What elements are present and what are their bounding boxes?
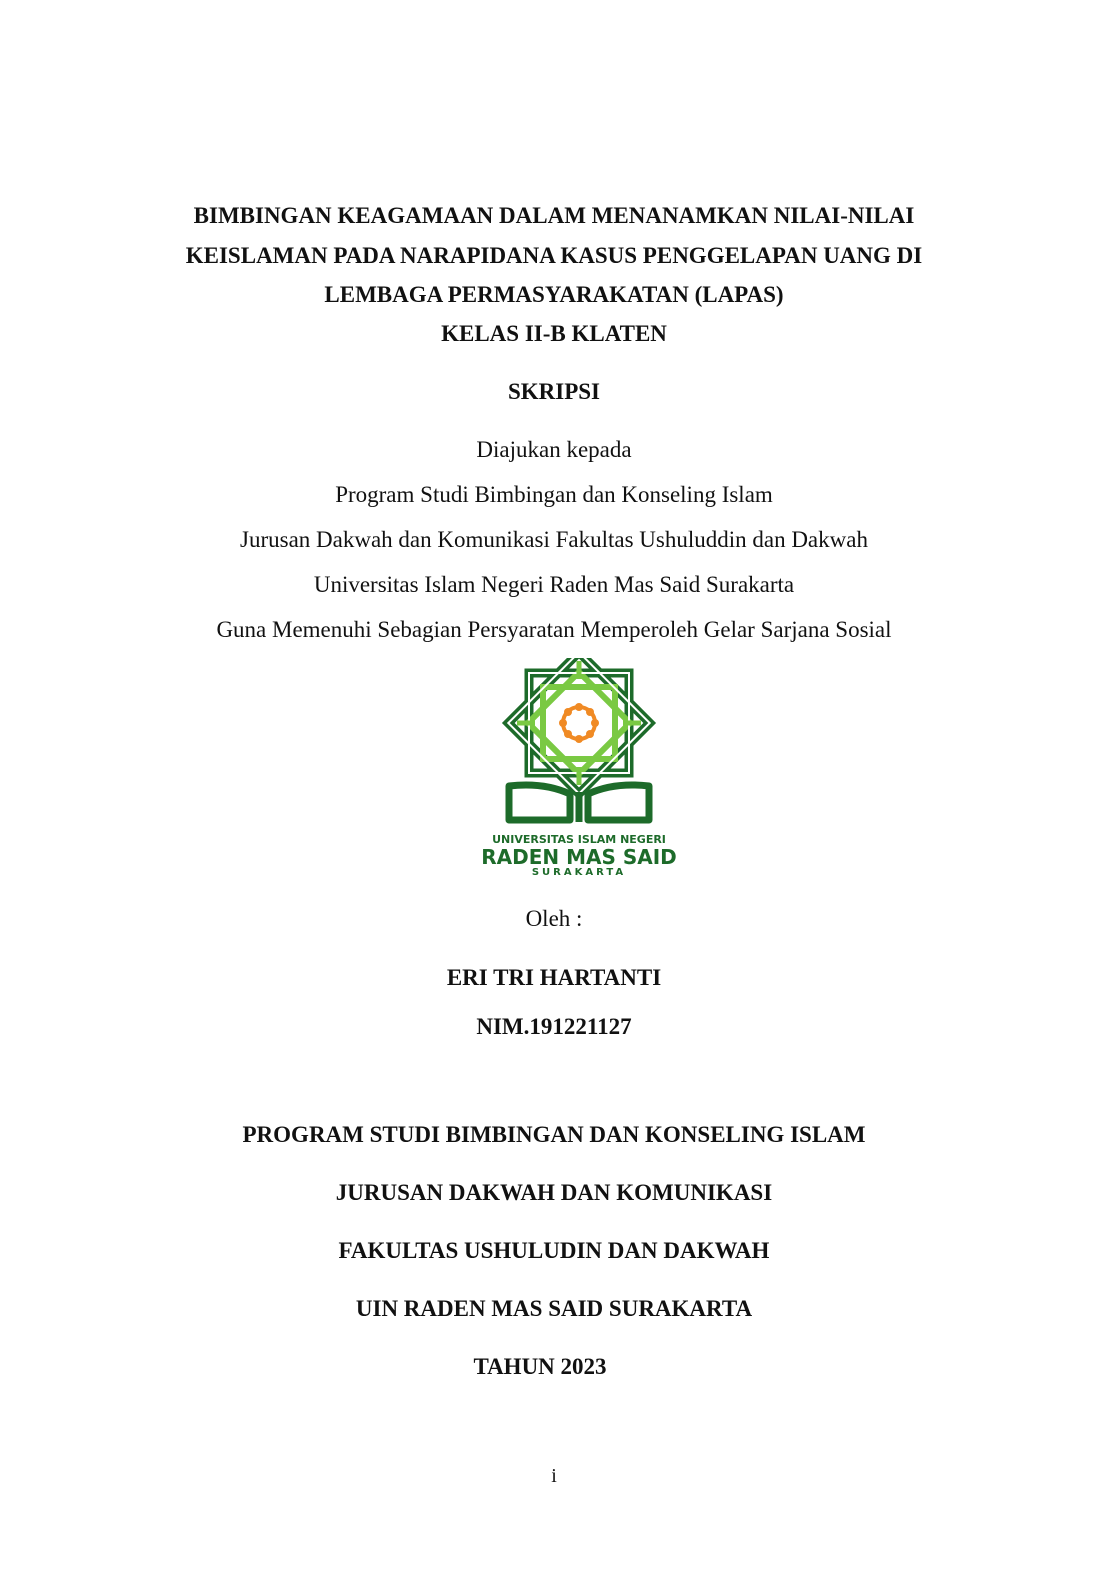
uin-raden-mas-said-logo-icon <box>474 658 684 828</box>
title-line-3: LEMBAGA PERMASYARAKATAN (LAPAS) <box>324 282 784 307</box>
submission-line-5: Guna Memenuhi Sebagian Persyaratan Memperoleh Gelar Sarjana Sosial <box>216 617 892 642</box>
submission-line-3: Jurusan Dakwah dan Komunikasi Fakultas Ushuluddin dan Dakwah <box>240 527 868 552</box>
title-line-1: BIMBINGAN KEAGAMAAN DALAM MENANAMKAN NILAI-NILAI <box>193 203 915 228</box>
institution-line-3: FAKULTAS USHULUDIN DAN DAKWAH <box>338 1238 770 1263</box>
university-logo <box>474 658 684 880</box>
submission-line-1: Diajukan kepada <box>476 437 632 462</box>
document-type: SKRIPSI <box>507 379 601 404</box>
title-line-4: KELAS II-B KLATEN <box>441 321 667 346</box>
logo-text-line-2: RADEN MAS SAID <box>481 845 677 869</box>
page-number: i <box>551 1465 557 1487</box>
institution-line-4: UIN RADEN MAS SAID SURAKARTA <box>355 1296 753 1321</box>
submission-line-2: Program Studi Bimbingan dan Konseling Islam <box>335 482 773 507</box>
submission-line-4: Universitas Islam Negeri Raden Mas Said Surakarta <box>313 572 795 597</box>
logo-text-line-3: SURAKARTA <box>531 867 627 878</box>
author-nim: NIM.191221127 <box>476 1014 632 1039</box>
logo-text-line-1: UNIVERSITAS ISLAM NEGERI <box>492 833 666 846</box>
institution-line-2: JURUSAN DAKWAH DAN KOMUNIKASI <box>335 1180 773 1205</box>
author-name: ERI TRI HARTANTI <box>446 965 662 990</box>
institution-line-1: PROGRAM STUDI BIMBINGAN DAN KONSELING ISLAM <box>242 1122 866 1147</box>
year: TAHUN 2023 <box>473 1354 607 1379</box>
by-label: Oleh : <box>525 906 583 931</box>
title-line-2: KEISLAMAN PADA NARAPIDANA KASUS PENGGELAPAN UANG DI <box>185 243 923 268</box>
